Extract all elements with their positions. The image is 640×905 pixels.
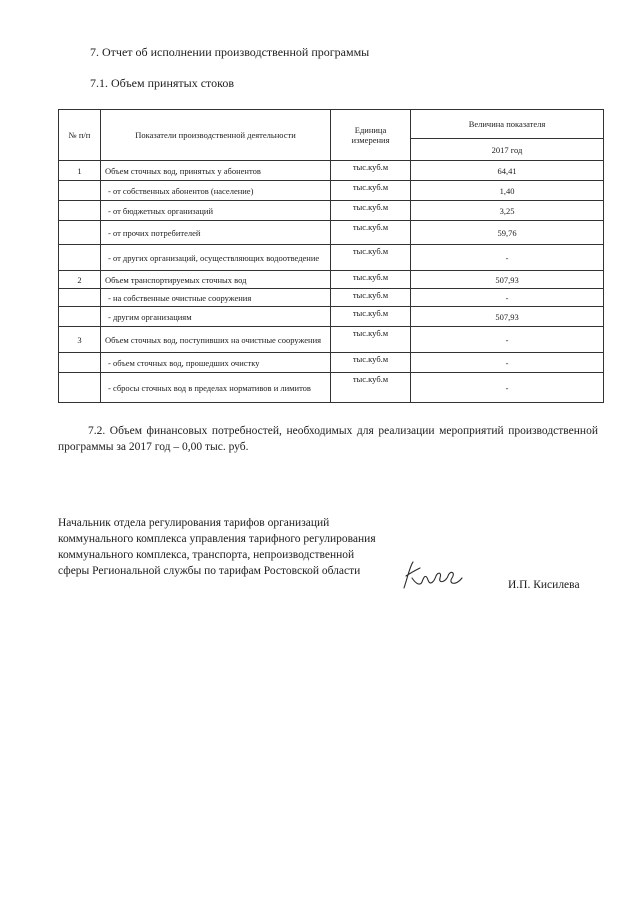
row-num bbox=[59, 373, 101, 403]
row-unit: тыс.куб.м bbox=[331, 161, 411, 181]
table-row bbox=[59, 181, 604, 201]
table-row bbox=[59, 373, 604, 403]
row-num bbox=[59, 245, 101, 271]
subsection-title: 7.1. Объем принятых стоков bbox=[90, 76, 234, 90]
table-row bbox=[59, 327, 604, 353]
row-unit: тыс.куб.м bbox=[331, 181, 411, 201]
row-unit: тыс.куб.м bbox=[331, 271, 411, 289]
financial-needs-paragraph: 7.2. Объем финансовых потребностей, необходимых для реализации мероприятий производственной программы за 2017 год – 0,00 тыс. руб. bbox=[58, 425, 598, 453]
row-indicator: Объем сточных вод, поступивших на очистные сооружения bbox=[101, 327, 331, 353]
row-unit: тыс.куб.м bbox=[331, 327, 411, 353]
table-row bbox=[59, 271, 604, 289]
row-unit: тыс.куб.м bbox=[331, 245, 411, 271]
row-indicator: - на собственные очистные сооружения bbox=[101, 289, 331, 307]
row-value: 1,40 bbox=[411, 181, 604, 201]
row-indicator: Объем транспортируемых сточных вод bbox=[101, 271, 331, 289]
row-value: 3,25 bbox=[411, 201, 604, 221]
table-row bbox=[59, 161, 604, 181]
table-row bbox=[59, 201, 604, 221]
table-row bbox=[59, 289, 604, 307]
sewage-volume-table bbox=[58, 109, 604, 403]
signatory-name: И.П. Кисилева bbox=[508, 579, 580, 591]
row-indicator: - от прочих потребителей bbox=[101, 221, 331, 245]
row-value: - bbox=[411, 245, 604, 271]
row-unit: тыс.куб.м bbox=[331, 201, 411, 221]
row-num bbox=[59, 201, 101, 221]
row-unit: тыс.куб.м bbox=[331, 289, 411, 307]
table-row bbox=[59, 221, 604, 245]
row-indicator: - объем сточных вод, прошедших очистку bbox=[101, 353, 331, 373]
row-unit: тыс.куб.м bbox=[331, 307, 411, 327]
row-unit: тыс.куб.м bbox=[331, 221, 411, 245]
row-value: 64,41 bbox=[411, 161, 604, 181]
row-value: - bbox=[411, 373, 604, 403]
signatory-position: Начальник отдела регулирования тарифов организаций коммунального комплекса управления тарифного регулирования коммунального комплекса, транспорта, непроизводственной сферы Региональной службы по тарифам Ростовской области bbox=[58, 517, 376, 577]
row-num: 1 bbox=[59, 161, 101, 181]
row-value: - bbox=[411, 353, 604, 373]
row-indicator: Объем сточных вод, принятых у абонентов bbox=[101, 161, 331, 181]
row-num bbox=[59, 221, 101, 245]
row-unit: тыс.куб.м bbox=[331, 373, 411, 403]
row-num: 2 bbox=[59, 271, 101, 289]
row-num bbox=[59, 353, 101, 373]
handwritten-signature bbox=[400, 558, 464, 594]
row-num bbox=[59, 307, 101, 327]
table-row bbox=[59, 307, 604, 327]
header-unit: Единица измерения bbox=[331, 110, 411, 161]
row-indicator: - от других организаций, осуществляющих водоотведение bbox=[101, 245, 331, 271]
row-unit: тыс.куб.м bbox=[331, 353, 411, 373]
header-num: № п/п bbox=[59, 110, 101, 161]
header-indicator: Показатели производственной деятельности bbox=[101, 110, 331, 161]
section-title: 7. Отчет об исполнении производственной программы bbox=[90, 45, 370, 59]
row-indicator: - от бюджетных организаций bbox=[101, 201, 331, 221]
row-num bbox=[59, 289, 101, 307]
header-value: Величина показателя bbox=[411, 110, 604, 139]
row-value: 507,93 bbox=[411, 271, 604, 289]
row-num: 3 bbox=[59, 327, 101, 353]
row-value: - bbox=[411, 289, 604, 307]
row-value: - bbox=[411, 327, 604, 353]
row-value: 59,76 bbox=[411, 221, 604, 245]
table-row bbox=[59, 245, 604, 271]
row-indicator: - сбросы сточных вод в пределах нормативов и лимитов bbox=[101, 373, 331, 403]
table-row bbox=[59, 353, 604, 373]
row-indicator: - другим организациям bbox=[101, 307, 331, 327]
row-indicator: - от собственных абонентов (население) bbox=[101, 181, 331, 201]
row-value: 507,93 bbox=[411, 307, 604, 327]
row-num bbox=[59, 181, 101, 201]
header-year: 2017 год bbox=[411, 139, 604, 161]
